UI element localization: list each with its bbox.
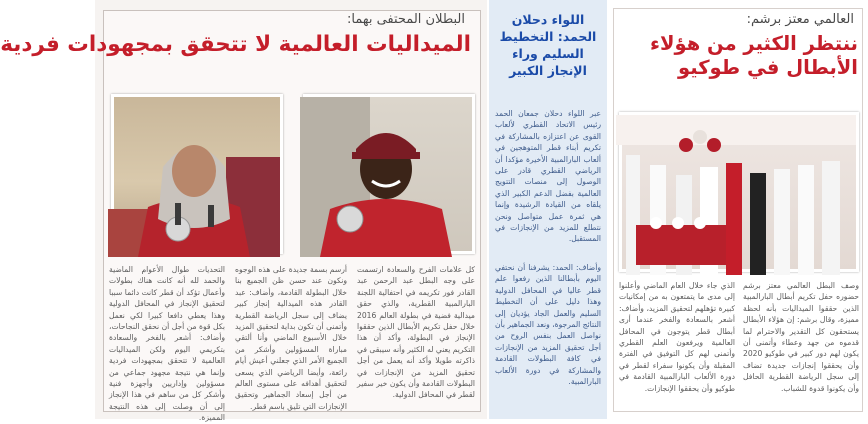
man-athlete-photo xyxy=(303,94,475,254)
right-article-body-left: الذي جاء خلال العام الماضي وأعلنوا إلى مدى ما يتمتعون به من إمكانيات كبيرة تؤهلهم لتحقيق المزيد، وأضاف: أشعر بالسعادة والفخر عندما أرى أبطال قطر يتوجون في المحافل العالمية ويرفعون العلم القطري وأتمنى لهم كل التوفيق في الفترة المقبلة وأن يكونوا سفراء لقطر في دورة الألعاب البارالمبية القادمة في طوكيو وأن يحققوا الإنجازات. xyxy=(619,281,735,393)
left-article-body-left: التحديات طوال الأعوام الماضية والحمد لله أنه كانت هناك بطولات وأعمال تؤكد أن قطر كانت دائما سببا لتحقيق الإنجاز في المحافل الدولية وهذا يعطي دافعا كبيرا لكي نعمل بكل قوة من أجل أن نحقق النجاحات، وأضاف: أشعر بالفخر والسعادة بتكريمي اليوم ولكن الميداليات العالمية لا تتحقق بمجهودات فردية وإنما هي نتيجة مجهود جماعي من مسؤولين وإداريين وأجهزة فنية وأشكر كل من ساهم في هذا الإنجاز إلى أن وصلت إلى هذه النتيجة المميزة. xyxy=(109,265,225,423)
left-article-body-center: أرسم بسمة جديدة على هذه الوجوه ونكون عند حسن ظن الجميع بنا خلال البطولة القادمة، وأضاف: عبد القادر هذه الميدالية إنجاز كبير يضاف إلى سجل الرياضة القطرية وأتمنى أن تكون بداية لتحقيق المزيد خلال الأسبوع الماضي وأنا ألتقي مباراة المسؤولين وأشكر من الجميع الأمر الذي جعلني أعيش أيام رائعة، وأيضا الرياضي الذي يسعى لتحقيق أهدافه على مستوى العالم من أجل إسعاد الجماهير وتحقيق الإنجازات التي تليق باسم قطر. xyxy=(235,265,347,411)
ceremony-illustration xyxy=(616,115,856,275)
right-article xyxy=(609,0,868,419)
middle-article xyxy=(489,0,607,419)
man-athlete-illustration xyxy=(300,97,472,257)
middle-article-body-top: عبر اللواء دحلان جمعان الحمد رئيس الاتحاد القطري لألعاب القوى عن اعتزازه بالمشاركة في تكريم أبناء قطر المتوهجين في ألعاب البارالمبية الأخيرة مؤكدا أن الرياضي القطري قادر على الوصول إلى منصات التتويج العالمية بفضل الدعم الكبير الذي يلقاه من القيادة الرشيدة وإنما هي ثمرة عمل متواصل ونحن نتطلع للمزيد من الإنجازات في المستقبل. xyxy=(495,109,601,244)
right-article-headline: ننتظر الكثير من هؤلاء الأبطال في طوكيو xyxy=(650,32,858,80)
left-article-body-right: كل علامات الفرح والسعادة ارتسمت على وجه البطل عبد الرحمن عبد القادر فور تكريمه في احتفالية اللجنة البارالمبية القطرية، والذي حقق ميدالية فضية في بطولة العالم 2016 خلال حفل تكريم الأبطال الذين حققوا الإنجاز في البطولة، وأكد أن هذا التكريم يعني له الكثير وأنه سيبقى في ذاكرته طويلا وأكد أنه يعمل من أجل تحقيق المزيد من الإنجازات في البطولات القادمة وأن يكون خير سفير لقطر في المحافل الدولية. xyxy=(357,265,475,400)
right-article-kicker: العالمي معتز برشم: xyxy=(746,12,854,27)
middle-article-title: اللواء دحلان الحمد: التخطيط السليم وراء الإنجاز الكبير xyxy=(499,12,597,78)
right-article-body-right: وصف البطل العالمي معتز برشم حضوره حفل تكريم أبطال البارالمبية الذين حققوا الميداليات بأنه لحظة مميزة، وقال برشم: إن هؤلاء الأبطال يستحقون كل التقدير والاحترام لما قدموه من جهد وعطاء وأتمنى أن يكون لهم دور كبير في طوكيو 2020 وأن يحققوا إنجازات جديدة تضاف إلى سجل الرياضة القطرية الحافل وأن يكونوا قدوة للشباب. xyxy=(743,281,859,393)
ceremony-photo xyxy=(619,112,859,272)
left-article-headline: الميداليات العالمية لا تتحقق بمجهودات فردية xyxy=(0,32,471,57)
woman-athlete-photo xyxy=(111,94,283,254)
woman-athlete-illustration xyxy=(108,97,280,257)
middle-article-body-bottom: وأضاف: الحمد: يشرفنا أن نحتفي اليوم بأبطالنا الذين رفعوا علم قطر عاليا في المحافل الدولية وهذا دليل على أن التخطيط السليم والعمل الجاد يؤديان إلى النتائج المرجوة، ونعد الجماهير بأن نواصل العمل بنفس الروح من أجل تحقيق المزيد من الإنجازات في كافة البطولات القادمة والمشاركة في دورة الألعاب البارالمبية. xyxy=(495,263,601,387)
left-article-kicker: البطلان المحتفى بهما: xyxy=(346,12,465,27)
